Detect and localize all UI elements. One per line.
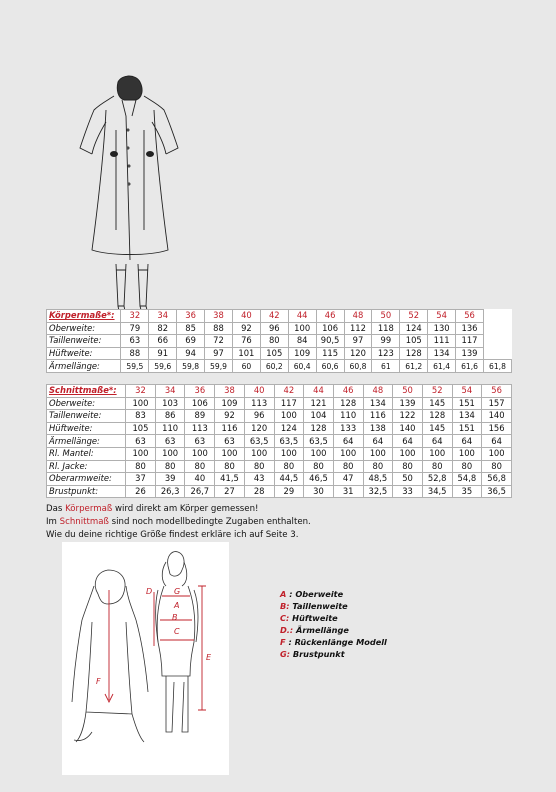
legend-text: : Oberweite — [286, 589, 344, 599]
figure-letter-a: A — [174, 601, 180, 610]
body-table-cell: 66 — [149, 335, 177, 348]
pattern-table-cell: 80 — [215, 460, 245, 473]
note-2-red: Schnittmaß — [59, 517, 109, 527]
pattern-table-size-54: 54 — [452, 385, 482, 398]
body-table-cell: 134 — [428, 347, 456, 360]
pattern-table-row-label: Rl. Mantel: — [47, 447, 126, 460]
note-2-pre: Im — [46, 517, 60, 527]
body-table-cell: 96 — [260, 322, 288, 335]
pattern-table-cell: 29 — [274, 485, 304, 498]
pattern-table-cell: 104 — [304, 410, 334, 423]
note-2-post: sind noch modellbedingte Zugaben enthalten. — [108, 517, 311, 527]
pattern-table-size-38: 38 — [215, 385, 245, 398]
pattern-table-size-56: 56 — [482, 385, 512, 398]
body-table-cell: 91 — [149, 347, 177, 360]
pattern-table-size-34: 34 — [155, 385, 185, 398]
body-table-cell: 88 — [205, 322, 233, 335]
body-table-row — [47, 347, 512, 360]
legend-text: Taillenweite — [289, 601, 348, 612]
pattern-table-cell: 100 — [126, 447, 156, 460]
body-table-cell: 59,8 — [177, 360, 205, 373]
pattern-table-size-48: 48 — [363, 385, 393, 398]
body-table-cell: 111 — [428, 335, 456, 348]
pattern-table-cell: 110 — [333, 410, 363, 423]
pattern-table-cell: 83 — [126, 410, 156, 423]
coat-sketch — [70, 70, 190, 320]
body-table-header-row — [47, 310, 512, 323]
body-measurements-table — [46, 309, 512, 373]
pattern-table-cell: 54,8 — [452, 473, 482, 486]
pattern-table-cell: 145 — [422, 422, 452, 435]
body-table-row — [47, 322, 512, 335]
pattern-table-cell: 63 — [185, 435, 215, 448]
pattern-table-cell: 139 — [393, 397, 423, 410]
body-table-cell: 72 — [205, 335, 233, 348]
pattern-table-cell: 157 — [482, 397, 512, 410]
body-table-cell: 60,8 — [344, 360, 372, 373]
pattern-table-cell: 100 — [274, 447, 304, 460]
figure-letter-b: B — [172, 613, 178, 622]
pattern-table-cell: 92 — [215, 410, 245, 423]
note-1-post: wird direkt am Körper gemessen! — [112, 504, 259, 514]
body-table-cell: 94 — [177, 347, 205, 360]
pattern-table-cell: 80 — [274, 460, 304, 473]
body-table-cell: 130 — [428, 322, 456, 335]
pattern-table-cell: 128 — [422, 410, 452, 423]
body-table-cell: 124 — [400, 322, 428, 335]
body-table-row-label: Ärmellänge: — [47, 360, 121, 373]
body-table-size-50: 50 — [372, 310, 400, 323]
pattern-table-size-36: 36 — [185, 385, 215, 398]
body-table-cell: 112 — [344, 322, 372, 335]
pattern-table-cell: 36,5 — [482, 485, 512, 498]
legend-item — [280, 648, 387, 660]
legend-text: Hüftweite — [289, 613, 338, 624]
body-table-cell: 69 — [177, 335, 205, 348]
body-table-size-32: 32 — [121, 310, 149, 323]
pattern-table-cell: 100 — [304, 447, 334, 460]
pattern-table-cell: 28 — [244, 485, 274, 498]
body-table-cell: 59,5 — [121, 360, 149, 373]
legend-key: A — [280, 589, 287, 599]
body-table-cell: 97 — [344, 335, 372, 348]
pattern-table-cell: 43 — [244, 473, 274, 486]
body-table-row-label: Hüftweite: — [47, 347, 121, 360]
pattern-table-cell: 121 — [304, 397, 334, 410]
pattern-table-cell: 63 — [126, 435, 156, 448]
pattern-table-row — [47, 410, 512, 423]
body-table-cell: 61,4 — [428, 360, 456, 373]
pattern-table-cell: 27 — [215, 485, 245, 498]
pattern-table-cell: 63,5 — [304, 435, 334, 448]
body-table-cell: 60,6 — [316, 360, 344, 373]
pattern-table-cell: 110 — [155, 422, 185, 435]
legend-key: C: — [280, 613, 290, 624]
pattern-table-row — [47, 460, 512, 473]
pattern-table-cell: 113 — [244, 397, 274, 410]
pattern-table-cell: 30 — [304, 485, 334, 498]
pattern-table-cell: 64 — [363, 435, 393, 448]
pattern-table-cell: 86 — [155, 410, 185, 423]
legend-item — [280, 588, 387, 600]
pattern-table-cell: 31 — [333, 485, 363, 498]
body-table-cell: 59,9 — [205, 360, 233, 373]
pattern-table-size-42: 42 — [274, 385, 304, 398]
measurement-sketch — [62, 542, 229, 775]
pattern-table-size-52: 52 — [422, 385, 452, 398]
pattern-table-cell: 106 — [185, 397, 215, 410]
body-table-cell: 106 — [316, 322, 344, 335]
pattern-table-cell: 52,8 — [422, 473, 452, 486]
body-table-cell: 97 — [205, 347, 233, 360]
pattern-table-header-label: Schnittmaße*: — [47, 385, 126, 398]
pattern-table-row — [47, 435, 512, 448]
pattern-table-cell: 116 — [363, 410, 393, 423]
pattern-table-size-40: 40 — [244, 385, 274, 398]
pattern-table-row-label: Oberarmweite: — [47, 473, 126, 486]
body-table-cell: 115 — [316, 347, 344, 360]
pattern-table-cell: 33 — [393, 485, 423, 498]
pattern-table-cell: 134 — [452, 410, 482, 423]
legend-key: B: — [280, 601, 290, 612]
body-table-cell: 61 — [372, 360, 400, 373]
pattern-table-row-label: Taillenweite: — [47, 410, 126, 423]
pattern-table-cell: 37 — [126, 473, 156, 486]
body-table-cell: 60 — [232, 360, 260, 373]
pattern-table-cell: 40 — [185, 473, 215, 486]
body-table-cell: 59,6 — [149, 360, 177, 373]
body-table-cell: 118 — [372, 322, 400, 335]
pattern-table-cell: 100 — [126, 397, 156, 410]
body-table-cell: 76 — [232, 335, 260, 348]
figure-letter-e: E — [206, 653, 212, 662]
pattern-table-cell: 100 — [452, 447, 482, 460]
pattern-table-cell: 128 — [304, 422, 334, 435]
pattern-table-cell: 100 — [244, 447, 274, 460]
pattern-table-cell: 128 — [333, 397, 363, 410]
pattern-table-cell: 151 — [452, 422, 482, 435]
body-table-cell: 90,5 — [316, 335, 344, 348]
body-table-row-label: Oberweite: — [47, 322, 121, 335]
pattern-table-cell: 41,5 — [215, 473, 245, 486]
pattern-table-cell: 100 — [333, 447, 363, 460]
pattern-table-cell: 80 — [452, 460, 482, 473]
pattern-table-cell: 80 — [185, 460, 215, 473]
body-table-cell: 61,6 — [456, 360, 484, 373]
pattern-table-cell: 140 — [393, 422, 423, 435]
pattern-table-cell: 32,5 — [363, 485, 393, 498]
legend-item — [280, 636, 387, 648]
body-table-cell: 100 — [288, 322, 316, 335]
pattern-table-cell: 80 — [363, 460, 393, 473]
body-table-cell: 123 — [372, 347, 400, 360]
body-table-cell: 84 — [288, 335, 316, 348]
pattern-table-cell: 80 — [126, 460, 156, 473]
pattern-table-cell: 134 — [363, 397, 393, 410]
legend-text: Brustpunkt — [290, 649, 345, 660]
legend-text: Ärmellänge — [293, 625, 349, 636]
pattern-table-size-32: 32 — [126, 385, 156, 398]
legend-item — [280, 624, 387, 636]
pattern-table-cell: 56,8 — [482, 473, 512, 486]
pattern-table-cell: 80 — [333, 460, 363, 473]
pattern-table-cell: 116 — [215, 422, 245, 435]
pattern-table-row — [47, 447, 512, 460]
figure-letter-c: C — [174, 627, 180, 636]
pattern-table-cell: 80 — [482, 460, 512, 473]
body-table-size-42: 42 — [260, 310, 288, 323]
pattern-table-cell: 64 — [393, 435, 423, 448]
pattern-table-cell: 122 — [393, 410, 423, 423]
pattern-table-cell: 64 — [422, 435, 452, 448]
body-table-size-44: 44 — [288, 310, 316, 323]
pattern-table-cell: 133 — [333, 422, 363, 435]
pattern-table-cell: 50 — [393, 473, 423, 486]
body-table-cell: 105 — [400, 335, 428, 348]
pattern-table-cell: 117 — [274, 397, 304, 410]
body-table-cell: 61,8 — [483, 360, 511, 373]
pattern-table-cell: 103 — [155, 397, 185, 410]
note-1-pre: Das — [46, 504, 66, 514]
body-table-row-label: Taillenweite: — [47, 335, 121, 348]
pattern-table-row — [47, 485, 512, 498]
pattern-table-row-label: Hüftweite: — [47, 422, 126, 435]
figure-letter-g: G — [174, 587, 181, 596]
figure-letter-f: F — [96, 677, 101, 686]
pattern-table-cell: 100 — [185, 447, 215, 460]
pattern-table-row-label: Brustpunkt: — [47, 485, 126, 498]
measurement-figure — [62, 542, 229, 775]
pattern-table-cell: 100 — [363, 447, 393, 460]
pattern-table-cell: 124 — [274, 422, 304, 435]
pattern-table-cell: 80 — [244, 460, 274, 473]
body-table-cell: 61,2 — [400, 360, 428, 373]
pattern-table-cell: 100 — [215, 447, 245, 460]
pattern-table-row-label: Ärmellänge: — [47, 435, 126, 448]
body-table-cell: 109 — [288, 347, 316, 360]
pattern-table-header-row — [47, 385, 512, 398]
pattern-table-cell: 35 — [452, 485, 482, 498]
note-line-2 — [46, 517, 311, 527]
body-table-row — [47, 335, 512, 348]
pattern-table-cell: 34,5 — [422, 485, 452, 498]
body-table-cell: 63 — [121, 335, 149, 348]
body-table-header-label: Körpermaße*: — [47, 310, 121, 323]
pattern-table-cell: 64 — [333, 435, 363, 448]
body-table-size-34: 34 — [149, 310, 177, 323]
pattern-measurements-table — [46, 384, 512, 498]
pattern-table-cell: 151 — [452, 397, 482, 410]
pattern-table-row — [47, 422, 512, 435]
body-table-cell: 99 — [372, 335, 400, 348]
pattern-table-cell: 46,5 — [304, 473, 334, 486]
body-table-size-54: 54 — [428, 310, 456, 323]
legend-text: : Rückenlänge Modell — [285, 637, 387, 648]
pattern-table-cell: 47 — [333, 473, 363, 486]
pattern-table-cell: 63 — [155, 435, 185, 448]
pattern-table-cell: 63,5 — [274, 435, 304, 448]
note-1-red: Körpermaß — [65, 504, 113, 514]
body-table-size-46: 46 — [316, 310, 344, 323]
body-table-cell: 139 — [456, 347, 484, 360]
pattern-table-cell: 64 — [482, 435, 512, 448]
body-table-cell: 79 — [121, 322, 149, 335]
pattern-table-cell: 80 — [304, 460, 334, 473]
pattern-table-cell: 63,5 — [244, 435, 274, 448]
note-line-3: Wie du deine richtige Größe findest erkläre ich auf Seite 3. — [46, 530, 299, 540]
pattern-table-cell: 44,5 — [274, 473, 304, 486]
pattern-table-cell: 48,5 — [363, 473, 393, 486]
body-table-size-48: 48 — [344, 310, 372, 323]
legend-key: D.: — [280, 625, 294, 636]
body-table-cell: 92 — [232, 322, 260, 335]
pattern-table-cell: 100 — [393, 447, 423, 460]
body-table-cell: 101 — [232, 347, 260, 360]
body-table-size-36: 36 — [177, 310, 205, 323]
pattern-table-row — [47, 473, 512, 486]
body-table-cell: 85 — [177, 322, 205, 335]
note-line-1 — [46, 504, 258, 514]
body-table-cell: 60,2 — [260, 360, 288, 373]
body-table-cell: 117 — [456, 335, 484, 348]
pattern-table-row-label: Oberweite: — [47, 397, 126, 410]
pattern-table-cell: 26 — [126, 485, 156, 498]
legend-key: G: — [280, 649, 290, 660]
pattern-table-cell: 120 — [244, 422, 274, 435]
body-table-cell: 80 — [260, 335, 288, 348]
body-table-size-40: 40 — [232, 310, 260, 323]
pattern-table-cell: 100 — [482, 447, 512, 460]
pattern-table-cell: 100 — [274, 410, 304, 423]
pattern-table-size-44: 44 — [304, 385, 334, 398]
pattern-table-row-label: Rl. Jacke: — [47, 460, 126, 473]
body-table-size-56: 56 — [456, 310, 484, 323]
pattern-table-cell: 80 — [393, 460, 423, 473]
pattern-table-cell: 64 — [452, 435, 482, 448]
pattern-table-cell: 100 — [422, 447, 452, 460]
body-table-size-52: 52 — [400, 310, 428, 323]
body-table-cell: 136 — [456, 322, 484, 335]
body-table-cell: 105 — [260, 347, 288, 360]
pattern-table-cell: 80 — [422, 460, 452, 473]
pattern-table-cell: 138 — [363, 422, 393, 435]
pattern-table-cell: 140 — [482, 410, 512, 423]
pattern-table-cell: 26,3 — [155, 485, 185, 498]
body-table-size-38: 38 — [205, 310, 233, 323]
pattern-table-cell: 156 — [482, 422, 512, 435]
figure-letter-d: D — [146, 587, 153, 596]
pattern-table-cell: 109 — [215, 397, 245, 410]
body-table-cell: 82 — [149, 322, 177, 335]
pattern-table-size-46: 46 — [333, 385, 363, 398]
body-table-cell: 88 — [121, 347, 149, 360]
body-table-cell: 60,4 — [288, 360, 316, 373]
body-table-cell: 120 — [344, 347, 372, 360]
pattern-table-cell: 80 — [155, 460, 185, 473]
pattern-table-cell: 96 — [244, 410, 274, 423]
measurement-legend — [280, 588, 387, 661]
pattern-table-cell: 63 — [215, 435, 245, 448]
legend-item — [280, 612, 387, 624]
pattern-table-cell: 39 — [155, 473, 185, 486]
pattern-table-cell: 89 — [185, 410, 215, 423]
pattern-table-cell: 145 — [422, 397, 452, 410]
body-table-cell: 128 — [400, 347, 428, 360]
legend-key: F — [280, 637, 286, 648]
pattern-table-size-50: 50 — [393, 385, 423, 398]
pattern-table-cell: 100 — [155, 447, 185, 460]
body-table-row — [47, 360, 512, 373]
pattern-table-cell: 26,7 — [185, 485, 215, 498]
pattern-table-row — [47, 397, 512, 410]
pattern-table-cell: 113 — [185, 422, 215, 435]
pattern-table-cell: 105 — [126, 422, 156, 435]
legend-item — [280, 600, 387, 612]
